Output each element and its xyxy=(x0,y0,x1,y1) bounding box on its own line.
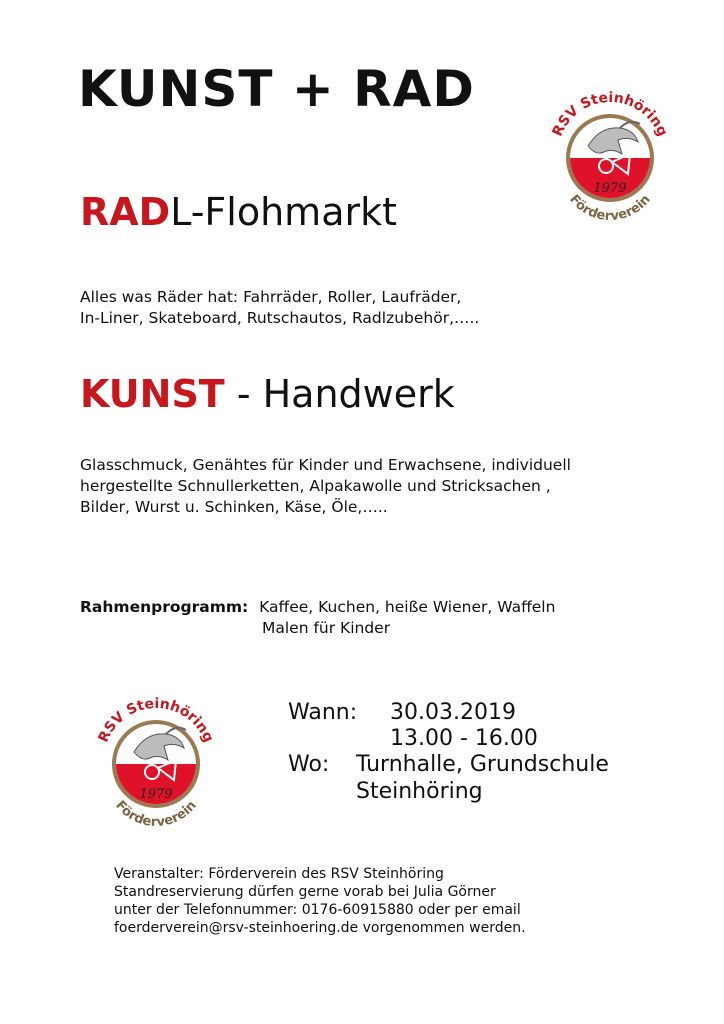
logo-year: 1979 xyxy=(139,787,173,802)
radl-description xyxy=(80,287,479,329)
logo-bottom-text: Förderverein xyxy=(566,192,654,225)
footer-line-4: foerderverein@rsv-steinhoering.de vorgenommen werden. xyxy=(114,920,526,936)
radl-heading-rest: L-Flohmarkt xyxy=(170,190,398,234)
wo-label: Wo: xyxy=(288,752,330,777)
kunst-line-2: hergestellte Schnullerketten, Alpakawolle und Stricksachen , xyxy=(80,477,551,495)
logo-bottom-text: Förderverein xyxy=(112,798,200,831)
organizer-info xyxy=(114,865,526,937)
wann-label: Wann: xyxy=(288,700,358,725)
logo-top-text: RSV Steinhöring xyxy=(95,695,217,745)
rahmen-block xyxy=(80,597,555,618)
event-place-2: Steinhöring xyxy=(356,779,483,804)
club-logo-bottom xyxy=(94,688,218,838)
kunst-heading xyxy=(80,372,455,416)
rahmen-line-2: Malen für Kinder xyxy=(262,619,391,637)
rahmen-label: Rahmenprogramm: xyxy=(80,598,249,616)
event-time: 13.00 - 16.00 xyxy=(390,726,538,751)
rahmen-line-1: Kaffee, Kuchen, heiße Wiener, Waffeln xyxy=(259,598,556,616)
radl-heading xyxy=(80,190,397,234)
radl-heading-red: RAD xyxy=(80,190,171,234)
logo-top-text: RSV Steinhöring xyxy=(549,89,671,139)
kunst-description xyxy=(80,455,571,518)
club-logo-top xyxy=(548,82,672,232)
kunst-line-3: Bilder, Wurst u. Schinken, Käse, Öle,….. xyxy=(80,498,388,516)
radl-line-2: In-Liner, Skateboard, Rutschautos, Radlzubehör,….. xyxy=(80,309,480,327)
kunst-heading-rest: - Handwerk xyxy=(224,372,455,416)
logo-year: 1979 xyxy=(593,181,627,196)
event-date: 30.03.2019 xyxy=(390,700,516,725)
page-title: KUNST + RAD xyxy=(78,60,475,118)
event-place-1: Turnhalle, Grundschule xyxy=(356,752,609,777)
kunst-heading-red: KUNST xyxy=(80,372,225,416)
footer-line-2: Standreservierung dürfen gerne vorab bei Julia Görner xyxy=(114,884,496,900)
footer-line-1: Veranstalter: Förderverein des RSV Steinhöring xyxy=(114,866,444,882)
radl-line-1: Alles was Räder hat: Fahrräder, Roller, Laufräder, xyxy=(80,288,462,306)
kunst-line-1: Glasschmuck, Genähtes für Kinder und Erwachsene, individuell xyxy=(80,456,571,474)
footer-line-3: unter der Telefonnummer: 0176-60915880 oder per email xyxy=(114,902,521,918)
